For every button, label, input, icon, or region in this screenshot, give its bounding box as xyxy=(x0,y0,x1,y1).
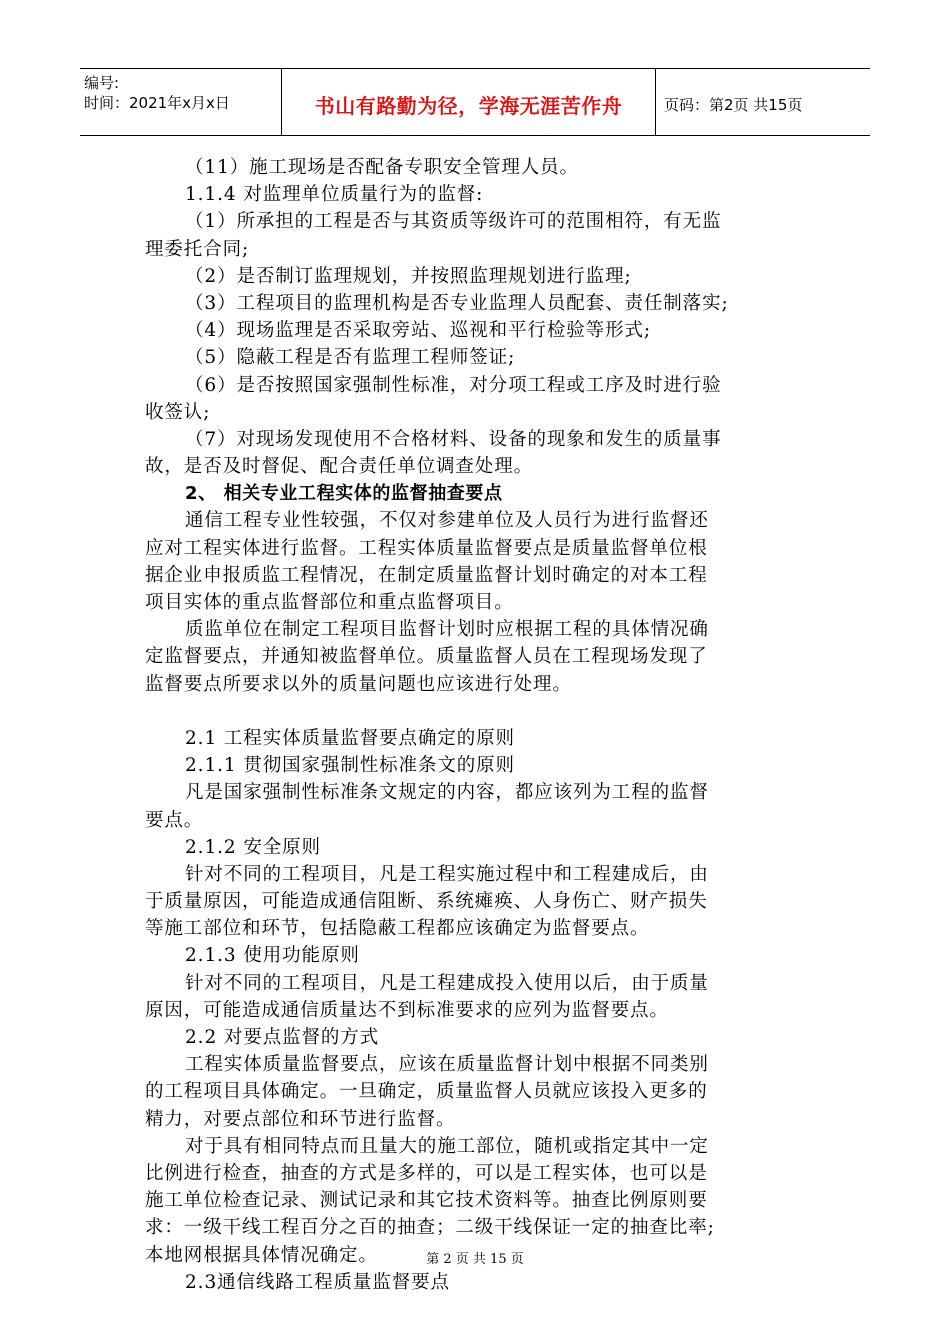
header-page-info: 页码：第2页 共15页 xyxy=(664,95,803,114)
page-header xyxy=(80,68,870,136)
text-line: 要点。 xyxy=(145,809,204,831)
text-line: 项目实体的重点监督部位和重点监督项目。 xyxy=(145,592,514,613)
text-line: 定监督要点，并通知被监督单位。质量监督人员在工程现场发现了 xyxy=(145,646,708,668)
text-line: （6）是否按照国家强制性标准，对分项工程或工序及时进行验 xyxy=(185,374,722,396)
text-line: 故，是否及时督促、配合责任单位调查处理。 xyxy=(145,456,534,478)
text-line: 工程实体质量监督要点，应该在质量监督计划中根据不同类别 xyxy=(185,1054,709,1076)
section-heading: 2、 相关专业工程实体的监督抽查要点 xyxy=(185,483,503,505)
text-line: 2.1.1 贯彻国家强制性标准条文的原则 xyxy=(185,755,515,777)
document-body xyxy=(145,154,807,1296)
text-line: 施工单位检查记录、测试记录和其它技术资料等。抽查比例原则要 xyxy=(145,1190,708,1212)
text-line: 求：一级干线工程百分之百的抽查；二级干线保证一定的抽查比率; xyxy=(145,1217,715,1239)
text-line: （11）施工现场是否配备专职安全管理人员。 xyxy=(185,157,579,178)
text-line: 等施工部位和环节，包括隐蔽工程都应该确定为监督要点。 xyxy=(145,918,650,940)
text-line: 精力，对要点部位和环节进行监督。 xyxy=(145,1108,456,1130)
text-line: 收签认; xyxy=(145,401,211,423)
text-line: 凡是国家强制性标准条文规定的内容，都应该列为工程的监督 xyxy=(185,782,709,804)
date-label: 时间：2021年x月x日 xyxy=(84,94,230,112)
text-line xyxy=(145,698,807,725)
text-line: （3）工程项目的监理机构是否专业监理人员配套、责任制落实; xyxy=(185,292,729,314)
serial-number-label: 编号: xyxy=(84,74,120,92)
text-line: 2.2 对要点监督的方式 xyxy=(185,1027,380,1048)
text-line: 本地网根据具体情况确定。 xyxy=(145,1244,378,1266)
text-line: 比例进行检查，抽查的方式是多样的，可以是工程实体，也可以是 xyxy=(145,1162,708,1184)
header-motto: 书山有路勤为径，学海无涯苦作舟 xyxy=(282,69,656,135)
text-line: 原因，可能造成通信质量达不到标准要求的应列为监督要点。 xyxy=(145,999,669,1021)
text-line: 2.1.3 使用功能原则 xyxy=(185,945,360,967)
text-line: 1.1.4 对监理单位质量行为的监督: xyxy=(185,184,484,206)
text-line: 针对不同的工程项目，凡是工程实施过程中和工程建成后，由 xyxy=(185,863,709,885)
text-line: 理委托合同; xyxy=(145,238,250,260)
text-line: 监督要点所要求以外的质量问题也应该进行处理。 xyxy=(145,673,572,695)
text-line: 质监单位在制定工程项目监督计划时应根据工程的具体情况确 xyxy=(185,619,709,641)
text-line: 应对工程实体进行监督。工程实体质量监督要点是质量监督单位根 xyxy=(145,537,708,559)
text-line: 针对不同的工程项目，凡是工程建成投入使用以后，由于质量 xyxy=(185,972,709,994)
text-line: 据企业申报质监工程情况，在制定质量监督计划时确定的对本工程 xyxy=(145,564,708,586)
text-line: 对于具有相同特点而且量大的施工部位，随机或指定其中一定 xyxy=(185,1135,709,1157)
text-line: （2）是否制订监理规划，并按照监理规划进行监理; xyxy=(185,265,632,287)
text-line: 于质量原因，可能造成通信阻断、系统瘫痪、人身伤亡、财产损失 xyxy=(145,891,708,913)
text-line: 通信工程专业性较强，不仅对参建单位及人员行为进行监督还 xyxy=(185,510,709,532)
text-line: （7）对现场发现使用不合格材料、设备的现象和发生的质量事 xyxy=(185,428,722,450)
text-line: 2.3通信线路工程质量监督要点 xyxy=(185,1271,450,1293)
text-line: 的工程项目具体确定。一旦确定，质量监督人员就应该投入更多的 xyxy=(145,1081,708,1103)
text-line: （4）现场监理是否采取旁站、巡视和平行检验等形式; xyxy=(185,320,652,342)
text-line: 2.1 工程实体质量监督要点确定的原则 xyxy=(185,727,515,749)
page-footer: 第 2 页 共 15 页 xyxy=(426,1252,524,1267)
text-line: （1）所承担的工程是否与其资质等级许可的范围相符，有无监 xyxy=(185,211,722,233)
header-meta xyxy=(80,69,282,135)
text-line: （5）隐蔽工程是否有监理工程师签证; xyxy=(185,347,516,369)
text-line: 2.1.2 安全原则 xyxy=(185,836,321,858)
